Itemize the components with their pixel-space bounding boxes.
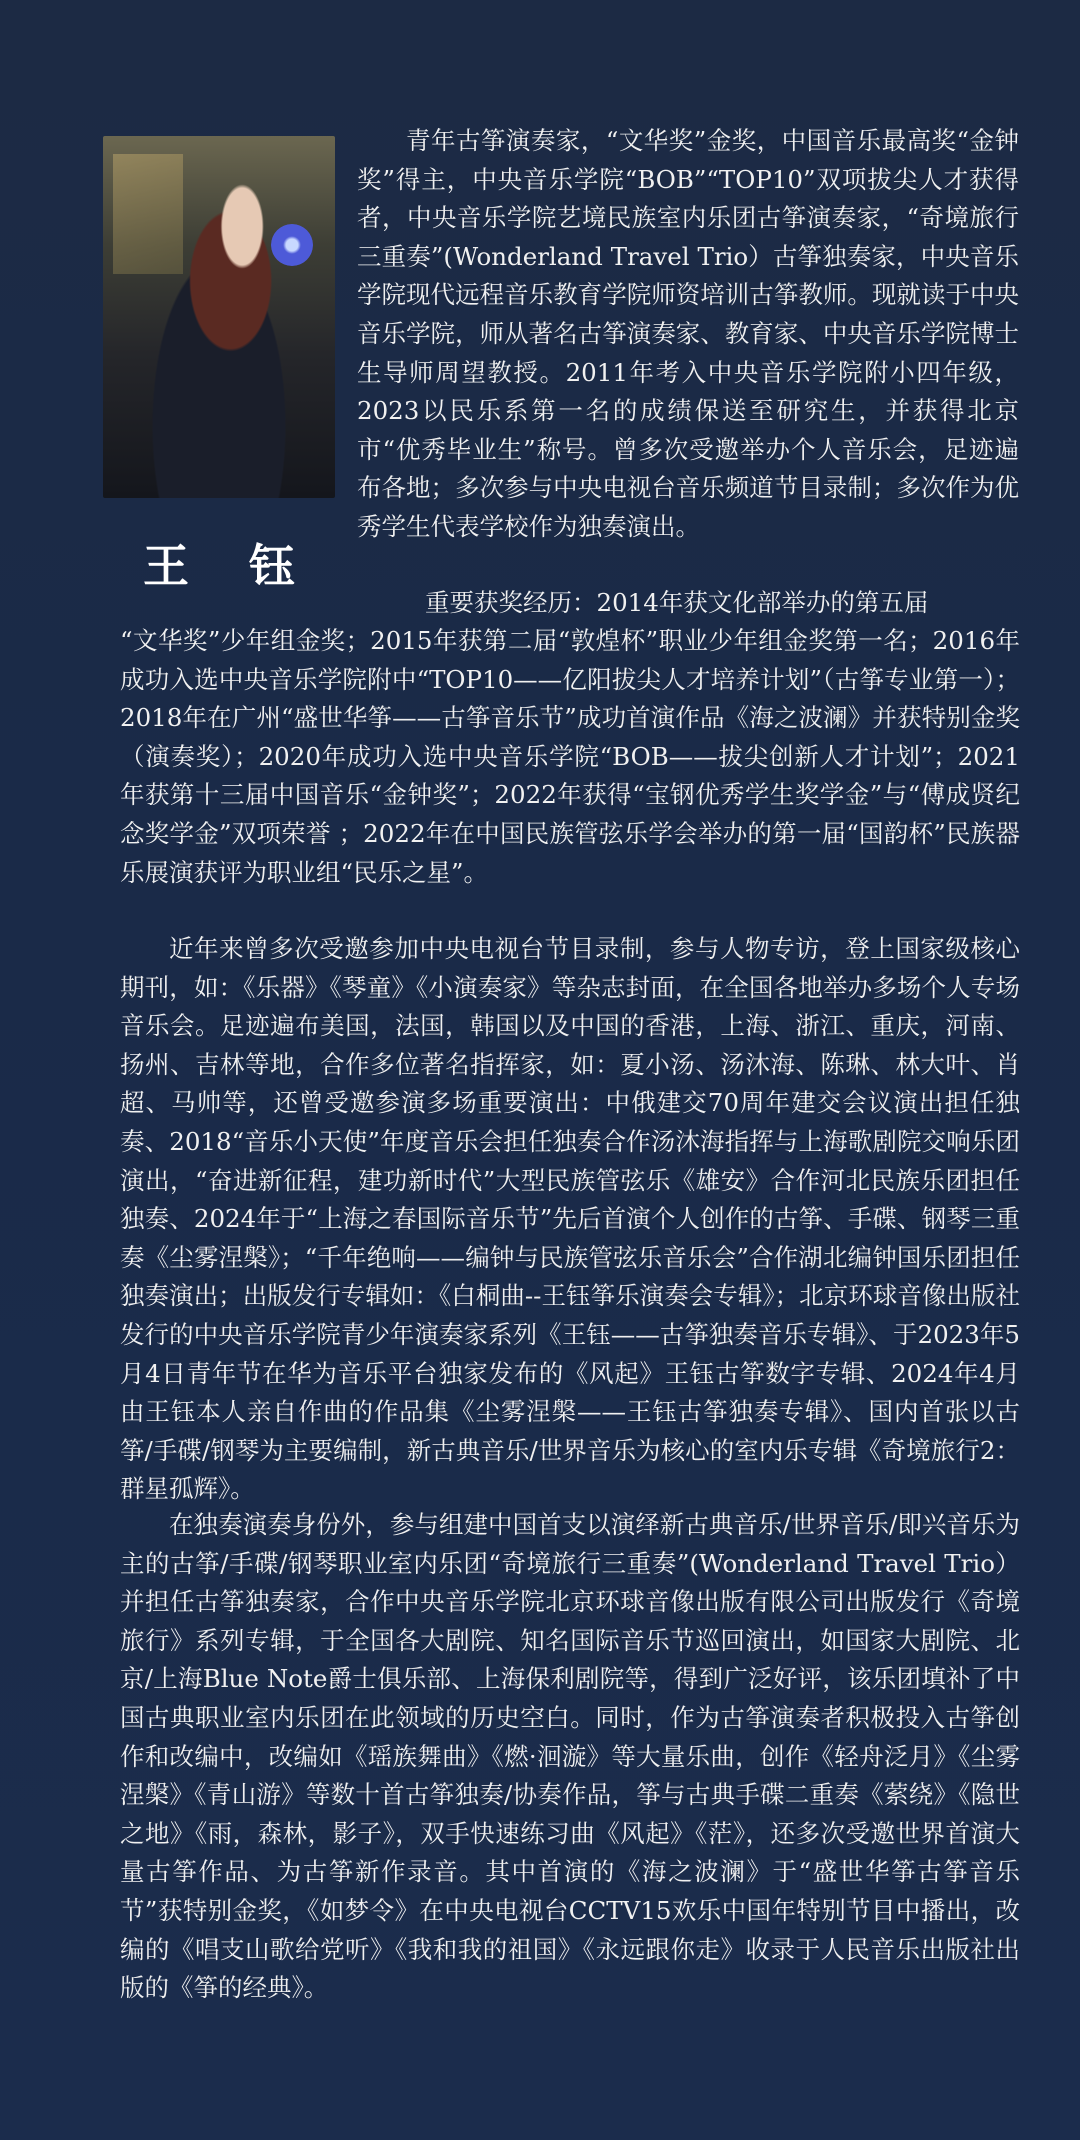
career-paragraph: 近年来曾多次受邀参加中央电视台节目录制，参与人物专访，登上国家级核心期刊，如：《乐器》《琴童》《小演奏家》等杂志封面，在全国各地举办多场个人专场音乐会。足迹遍布美国，法国，韩国以及中国的香港，上海、浙江、重庆，河南、扬州、吉林等地，合作多位著名指挥家，如：夏小汤、汤沐海、陈琳、林大叶、肖超、马帅等，还曾受邀参演多场重要演出：中俄建交70周年建交会议演出担任独奏、2018“音乐小天使”年度音乐会担任独奏合作汤沐海指挥与上海歌剧院交响乐团演出，“奋进新征程，建功新时代”大型民族管弦乐《雄安》合作河北民族乐团担任独奏、2024年于“上海之春国际音乐节”先后首演个人创作的古筝、手碟、钢琴三重奏《尘雾涅槃》；“千年绝响——编钟与民族管弦乐音乐会”合作湖北编钟国乐团担任独奏演出；出版发行专辑如：《白桐曲--王钰筝乐演奏会专辑》；北京环球音像出版社发行的中央音乐学院青少年演奏家系列《王钰——古筝独奏音乐专辑》、于2023年5月4日青年节在华为音乐平台独家发布的《风起》王钰古筝数字专辑、2024年4月由王钰本人亲自作曲的作品集《尘雾涅槃——王钰古筝独奏专辑》、国内首张以古筝/手碟/钢琴为主要编制，新古典音乐/世界音乐为核心的室内乐专辑《奇境旅行2：群星孤辉》。 (120, 934, 1020, 1504)
portrait-photo (103, 136, 335, 498)
intro-paragraph: 青年古筝演奏家，“文华奖”金奖，中国音乐最高奖“金钟奖”得主，中央音乐学院“BOB”“TOP10”双项拔尖人才获得者，中央音乐学院艺境民族室内乐团古筝演奏家，“奇境旅行三重奏”(Wonderland Travel Trio）古筝独奏家，中央音乐学院现代远程音乐教育学院师资培训古筝教师。现就读于中央音乐学院，师从著名古筝演奏家、教育家、中央音乐学院博士生导师周望教授。2011年考入中央音乐学院附小四年级，2023以民乐系第一名的成绩保送至研究生，并获得北京市“优秀毕业生”称号。曾多次受邀举办个人音乐会，足迹遍布各地；多次参与中央电视台音乐频道节目录制；多次作为优秀学生代表学校作为独奏演出。 (357, 126, 1019, 541)
awards-paragraph: “文华奖”少年组金奖；2015年获第二届“敦煌杯”职业少年组金奖第一名；2016年成功入选中央音乐学院附中“TOP10——亿阳拔尖人才培养计划”（古筝专业第一）；2018年在广州“盛世华筝——古筝音乐节”成功首演作品《海之波澜》并获特别金奖（演奏奖）；2020年成功入选中央音乐学院“BOB——拔尖创新人才计划”；2021年获第十三届中国音乐“金钟奖”；2022年获得“宝钢优秀学生奖学金”与“傅成贤纪念奖学金”双项荣誉 ；2022年在中国民族管弦乐学会举办的第一届“国韵杯”民族器乐展演获评为职业组“民乐之星”。 (120, 626, 1020, 887)
awards-paragraph-first-line: 重要获奖经历：2014年获文化部举办的第五届 (425, 588, 929, 617)
ensemble-paragraph: 在独奏演奏身份外，参与组建中国首支以演绎新古典音乐/世界音乐/即兴音乐为主的古筝/手碟/钢琴职业室内乐团“奇境旅行三重奏”(Wonderland Travel Trio）并担任古筝独奏家，合作中央音乐学院北京环球音像出版有限公司出版发行《奇境旅行》系列专辑，于全国各大剧院、知名国际音乐节巡回演出，如国家大剧院、北京/上海Blue Note爵士俱乐部、上海保利剧院等，得到广泛好评，该乐团填补了中国古典职业室内乐团在此领域的历史空白。同时，作为古筝演奏者积极投入古筝创作和改编中，改编如《瑶族舞曲》《燃·洄漩》等大量乐曲，创作《轻舟泛月》《尘雾涅槃》《青山游》等数十首古筝独奏/协奏作品，筝与古典手碟二重奏《萦绕》《隐世之地》《雨，森林，影子》，双手快速练习曲《风起》《茫》，还多次受邀世界首演大量古筝作品、为古筝新作录音。其中首演的《海之波澜》于“盛世华筝古筝音乐节”获特别金奖，《如梦令》在中央电视台CCTV15欢乐中国年特别节目中播出，改编的《唱支山歌给党听》《我和我的祖国》《永远跟你走》收录于人民音乐出版社出版的《筝的经典》。 (120, 1510, 1020, 2003)
hair-flower-ornament (271, 224, 313, 266)
gold-screen-background (113, 154, 183, 274)
artist-name: 王 钰 (142, 539, 317, 593)
